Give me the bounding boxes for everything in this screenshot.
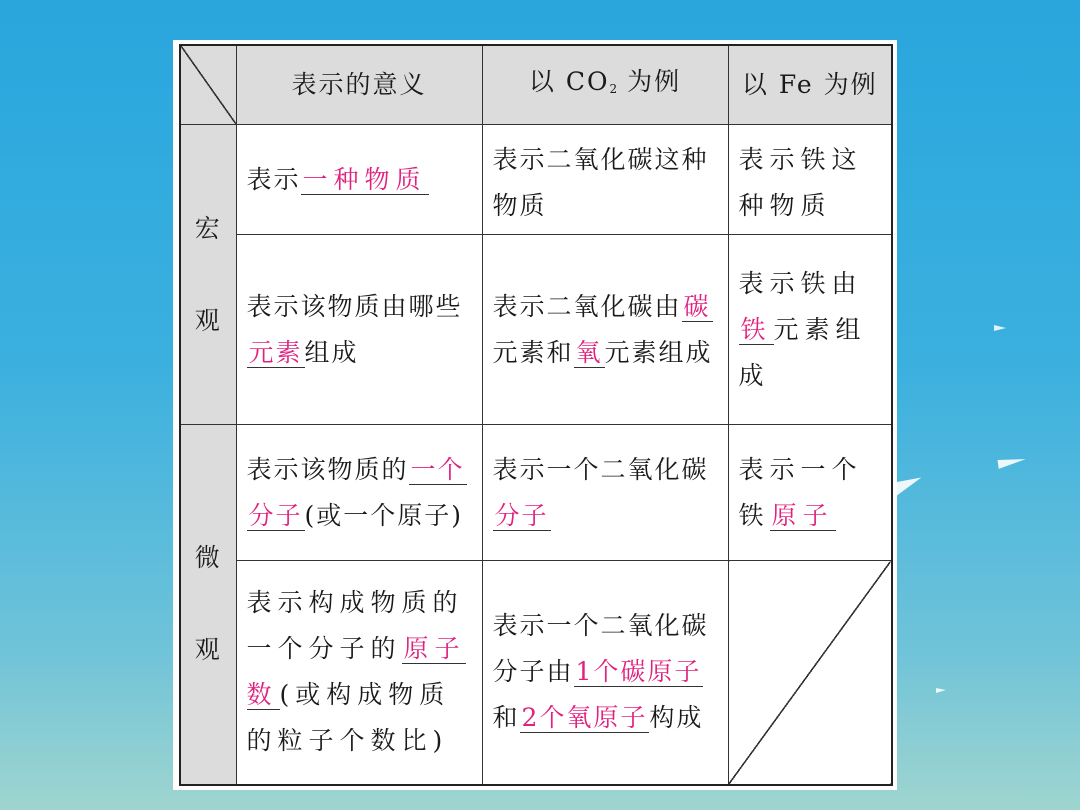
co2-subscript: 2 bbox=[609, 81, 618, 96]
r2-co2: 表示二氧化碳由碳元素和氧元素组成 bbox=[482, 235, 728, 425]
r1-fe: 表示铁这种物质 bbox=[728, 125, 892, 235]
header-meaning: 表示的意义 bbox=[236, 45, 482, 125]
answer-blank: 氧 bbox=[575, 337, 603, 367]
r2-meaning: 表示该物质由哪些元素组成 bbox=[236, 235, 482, 425]
answer-blank: 分子 bbox=[494, 500, 549, 530]
answer-blank: 碳 bbox=[683, 291, 711, 321]
r4-co2: 表示一个二氧化碳分子由1个碳原子和2个氧原子构成 bbox=[482, 561, 728, 785]
paper-plane-icon bbox=[994, 325, 1006, 331]
group-macro: 宏 观 bbox=[180, 125, 236, 425]
paper-plane-icon bbox=[998, 456, 1027, 469]
table-row bbox=[180, 235, 892, 425]
answer-blank: 一个 bbox=[410, 454, 465, 484]
answer-blank: 2个氧原子 bbox=[521, 703, 648, 733]
answer-blank: 元素 bbox=[248, 337, 303, 367]
r3-meaning: 表示该物质的一个分子(或一个原子) bbox=[236, 425, 482, 561]
table-row bbox=[180, 561, 892, 785]
r4-meaning: 表示构成物质的一个分子的原子数(或构成物质的粒子个数比) bbox=[236, 561, 482, 785]
answer-blank: 1个碳原子 bbox=[575, 657, 702, 687]
table-row bbox=[180, 425, 892, 561]
meaning-table bbox=[179, 44, 893, 786]
r1-meaning: 表示一种物质 bbox=[236, 125, 482, 235]
r2-fe: 表示铁由铁元素组成 bbox=[728, 235, 892, 425]
header-co2: 以 $CO_2$ 为例 bbox=[482, 45, 728, 125]
answer-blank: 分子 bbox=[248, 500, 303, 530]
table-row bbox=[180, 125, 892, 235]
header-row bbox=[180, 45, 892, 125]
r1-co2: 表示二氧化碳这种物质 bbox=[482, 125, 728, 235]
answer-blank: 铁 bbox=[740, 314, 772, 344]
r3-fe: 表示一个铁原子 bbox=[728, 425, 892, 561]
group-micro: 微 观 bbox=[180, 425, 236, 785]
empty-diagonal-cell bbox=[728, 561, 892, 785]
answer-blank: 原子数 bbox=[246, 634, 466, 710]
chemical-formula-meaning-table bbox=[173, 40, 897, 790]
header-corner-diagonal bbox=[180, 45, 236, 125]
answer-blank: 原子 bbox=[771, 500, 834, 530]
r3-co2: 表示一个二氧化碳分子 bbox=[482, 425, 728, 561]
paper-plane-icon bbox=[936, 688, 946, 693]
answer-blank: 一种物质 bbox=[302, 164, 427, 194]
header-fe: 以 Fe 为例 bbox=[728, 45, 892, 125]
